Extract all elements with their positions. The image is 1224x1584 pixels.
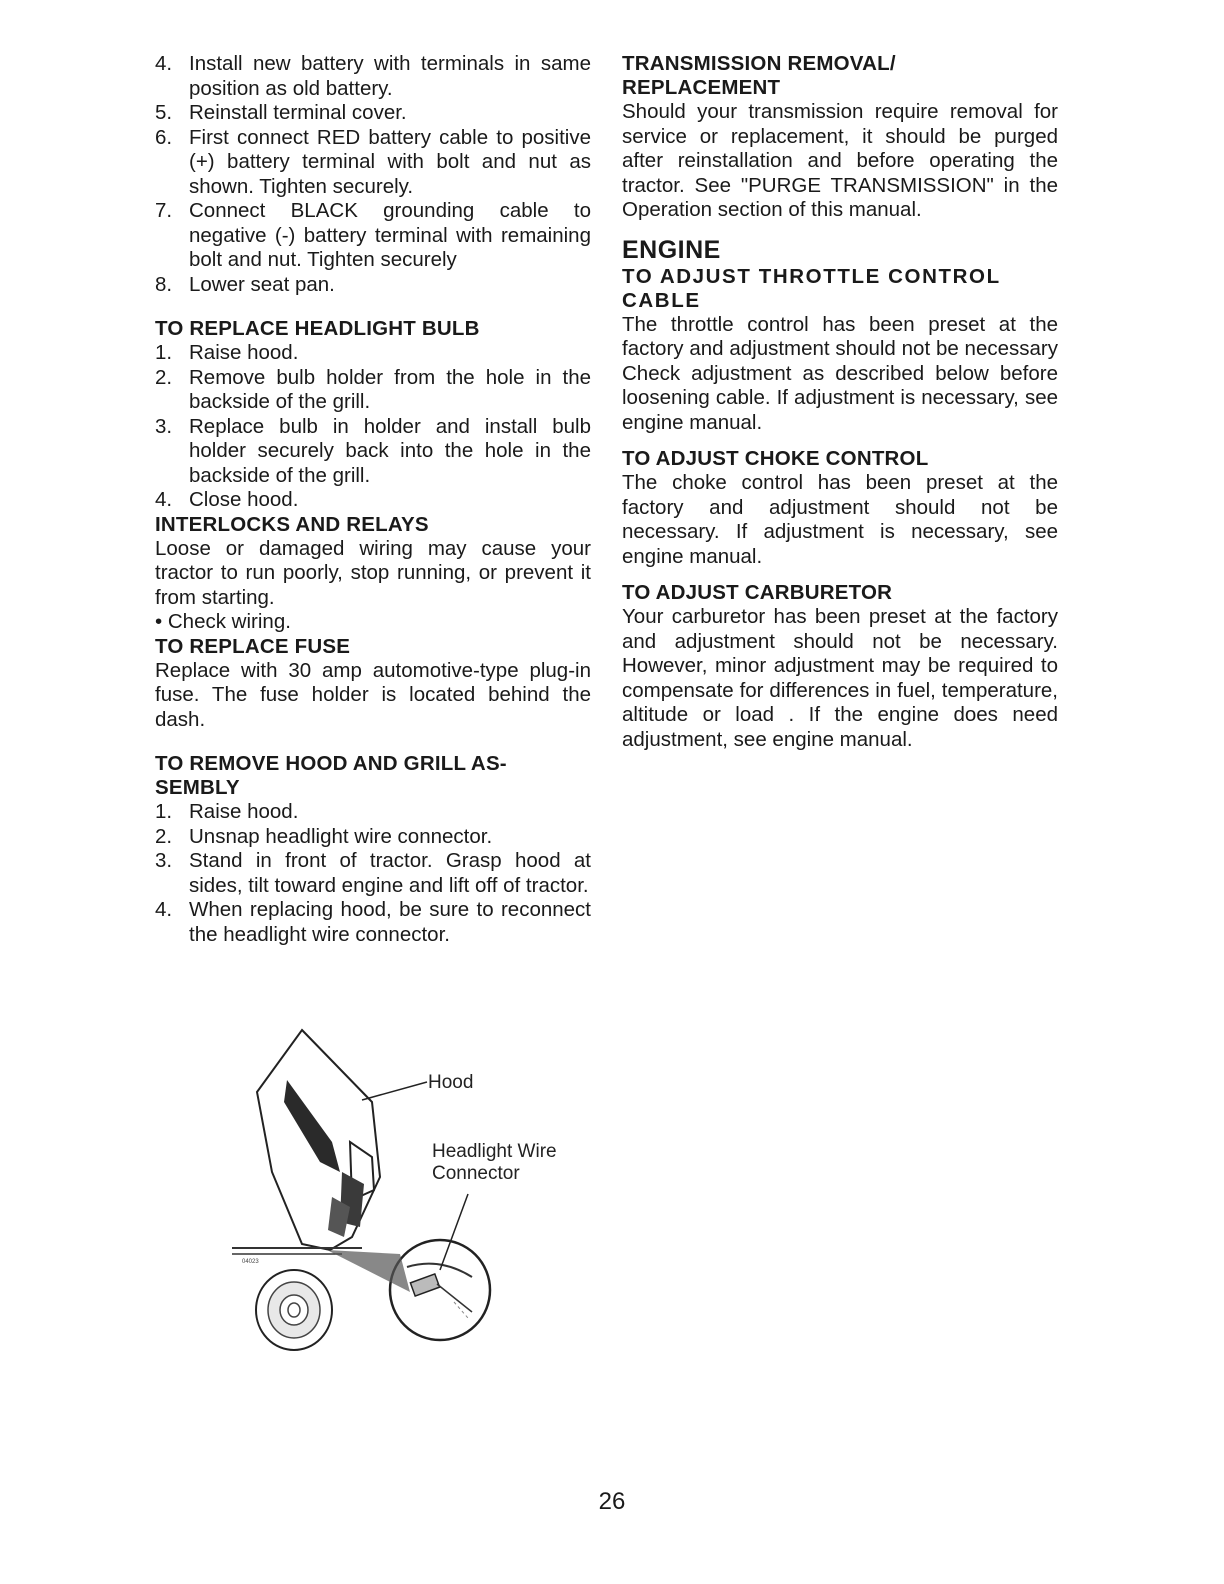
- interlocks-bullet: • Check wiring.: [155, 610, 291, 633]
- list-item: 4. When replacing hood, be sure to reconnect the headlight wire connector.: [155, 898, 591, 946]
- interlocks-text: Loose or damaged wiring may cause your tractor to run poorly, stop running, or prevent it from starting.: [155, 536, 591, 609]
- hood-steps-list: [155, 800, 591, 947]
- hood-removal-figure: [232, 1022, 592, 1352]
- interlocks-heading: INTERLOCKS AND RELAYS: [155, 512, 429, 536]
- left-column: [155, 52, 591, 947]
- carburetor-heading: TO ADJUST CARBURETOR: [622, 581, 893, 604]
- label-hood: Hood: [428, 1072, 474, 1093]
- part-code: 04023: [242, 1259, 259, 1265]
- list-item: 2. Unsnap headlight wire connector.: [155, 824, 493, 848]
- list-item: 3. Stand in front of tractor. Grasp hood at sides, tilt toward engine and lift off of tractor.: [155, 849, 591, 897]
- right-column: [622, 52, 1058, 752]
- choke-heading: TO ADJUST CHOKE CONTROL: [622, 447, 929, 470]
- headlight-heading: TO REPLACE HEADLIGHT BULB: [155, 317, 480, 340]
- list-item: 6. First connect RED battery cable to positive (+) battery terminal with bolt and nut as shown. Tighten securely.: [155, 125, 591, 198]
- list-item: 4. Install new battery with terminals in same position as old battery.: [155, 52, 591, 100]
- page-number: 26: [598, 1488, 626, 1515]
- headlight-steps-list: [155, 341, 591, 513]
- list-item: 5. Reinstall terminal cover.: [155, 101, 407, 124]
- list-item: 3. Replace bulb in holder and install bulb holder securely back into the hole in the backside of the grill.: [155, 414, 591, 487]
- list-item: 1. Raise hood.: [155, 800, 299, 823]
- label-connector-line1: Headlight Wire: [432, 1141, 557, 1162]
- carburetor-text: Your carburetor has been preset at the factory and adjustment should not be necessary. However, minor adjustment may be required to compensate for differences in fuel, temperature, altitude or load . If the engine does need adjustment, see engine manual.: [622, 605, 1058, 751]
- battery-steps-list: [155, 52, 591, 297]
- hood-heading: TO REMOVE HOOD AND GRILL AS-SEMBLY: [155, 752, 507, 799]
- list-item: 8. Lower seat pan.: [155, 272, 335, 296]
- choke-text: The choke control has been preset at the factory and adjustment should not be necessary. If adjustment is necessary, see engine manual.: [622, 471, 1058, 568]
- list-item: 4. Close hood.: [155, 488, 299, 511]
- throttle-heading: TO ADJUST THROTTLE CONTROL CABLE: [622, 264, 1001, 312]
- transmission-text: Should your transmission require removal for service or replacement, it should be purged after reinstallation and before operating the tractor. See "PURGE TRANSMISSION" in the Operation section of this manual.: [622, 100, 1058, 221]
- list-item: 2. Remove bulb holder from the hole in the backside of the grill.: [155, 365, 591, 413]
- throttle-text: The throttle control has been preset at the factory and adjustment should not be necessary Check adjustment as described below before loosening cable. If adjustment is necessary, see engine manual.: [622, 312, 1058, 434]
- list-item: 1. Raise hood.: [155, 341, 299, 364]
- hood-illustration: [232, 1022, 592, 1352]
- fuse-heading: TO REPLACE FUSE: [155, 634, 351, 658]
- fuse-text: Replace with 30 amp automotive-type plug-in fuse. The fuse holder is located behind the dash.: [155, 658, 591, 731]
- transmission-heading: TRANSMISSION REMOVAL/ REPLACEMENT: [622, 52, 896, 99]
- list-item: 7. Connect BLACK grounding cable to negative (-) battery terminal with remaining bolt and nut. Tighten securely: [155, 199, 591, 271]
- label-connector-line2: Connector: [432, 1163, 520, 1184]
- engine-heading: ENGINE: [622, 235, 721, 264]
